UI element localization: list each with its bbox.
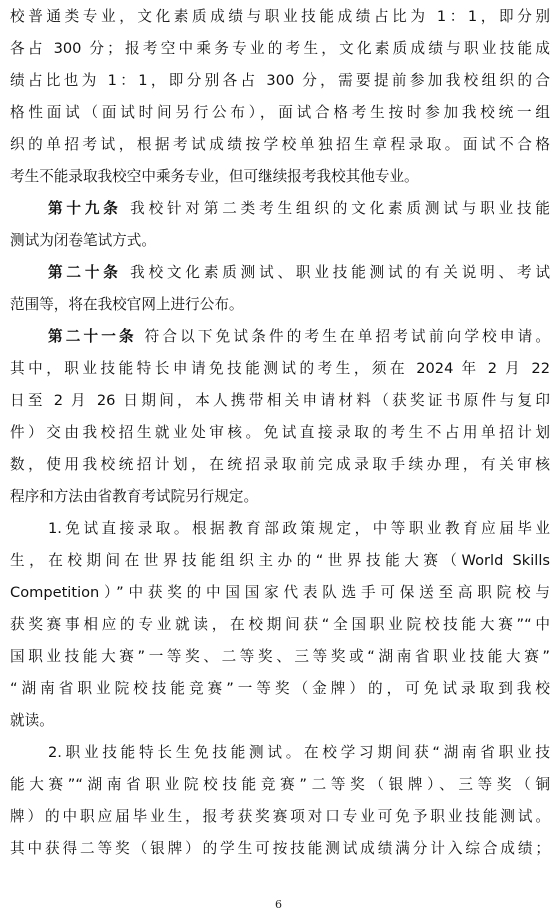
text-line: 我校针对第二类考生组织的文化素质测试与职业技能	[130, 200, 550, 217]
text-line: 获奖赛事相应的专业就读，在校期间获“全国职业院校技能大赛”“中	[10, 616, 550, 633]
article-20-heading: 第二十条	[48, 264, 122, 281]
text-line: 各占 300 分；报考空中乘务专业的考生，文化素质成绩与职业技能成	[10, 40, 550, 57]
text-line: 织的单招考试，根据考试成绩按学校单独招生章程录取。面试不合格	[10, 136, 550, 153]
text-line: 校普通类专业，文化素质成绩与职业技能成绩占比为 1：1，即分别	[10, 8, 550, 25]
text-line: 数，使用我校统招计划，在统招录取前完成录取手续办理，有关审核	[10, 456, 550, 473]
text-line: 符合以下免试条件的考生在单招考试前向学校申请。	[144, 328, 550, 345]
text-line: 日至 2 月 26 日期间，本人携带相关申请材料（获奖证书原件与复印	[10, 392, 550, 409]
text-line: 其中，职业技能特长申请免技能测试的考生，须在 2024 年 2 月 22	[10, 360, 550, 377]
text-line: 其中获得二等奖（银牌）的学生可按技能测试成绩满分计入综合成绩；	[10, 840, 550, 857]
article-21-line	[48, 328, 550, 346]
text-line: “湖南省职业院校技能竞赛”一等奖（金牌）的，可免试录取到我校	[10, 680, 550, 697]
text-line: 2.职业技能特长生免技能测试。在校学习期间获“湖南省职业技	[48, 744, 550, 761]
text-line: 测试为闭卷笔试方式。	[10, 232, 156, 249]
text-line: 格性面试（面试时间另行公布），面试合格考生按时参加我校统一组	[10, 104, 550, 121]
article-19-line	[48, 200, 550, 218]
text-line: 牌）的中职应届毕业生，报考获奖赛项对口专业可免予职业技能测试。	[10, 808, 550, 825]
text-line: 能大赛”“湖南省职业院校技能竞赛”二等奖（银牌）、三等奖（铜	[10, 776, 550, 793]
text-line: 我校文化素质测试、职业技能测试的有关说明、考试	[130, 264, 550, 281]
article-20-line	[48, 264, 550, 282]
text-line: 1.免试直接录取。根据教育部政策规定，中等职业教育应届毕业	[48, 520, 550, 537]
text-line: 范围等，将在我校官网上进行公布。	[10, 296, 244, 313]
text-line: 绩占比也为 1：1，即分别各占 300 分，需要提前参加我校组织的合	[10, 72, 550, 89]
text-line: 国职业技能大赛”一等奖、二等奖、三等奖或“湖南省职业技能大赛”	[10, 648, 550, 665]
article-19-heading: 第十九条	[48, 200, 122, 217]
article-21-heading: 第二十一条	[48, 328, 137, 345]
page-number: 6	[275, 898, 282, 911]
text-line: 生，在校期间在世界技能组织主办的“世界技能大赛（World Skills	[10, 552, 550, 569]
text-line: 程序和方法由省教育考试院另行规定。	[10, 488, 259, 505]
text-line: 就读。	[10, 712, 54, 729]
text-line: 件）交由我校招生就业处审核。免试直接录取的考生不占用单招计划	[10, 424, 550, 441]
text-line: Competition）”中获奖的中国国家代表队选手可保送至高职院校与	[10, 584, 550, 601]
text-line: 考生不能录取我校空中乘务专业，但可继续报考我校其他专业。	[10, 168, 419, 185]
